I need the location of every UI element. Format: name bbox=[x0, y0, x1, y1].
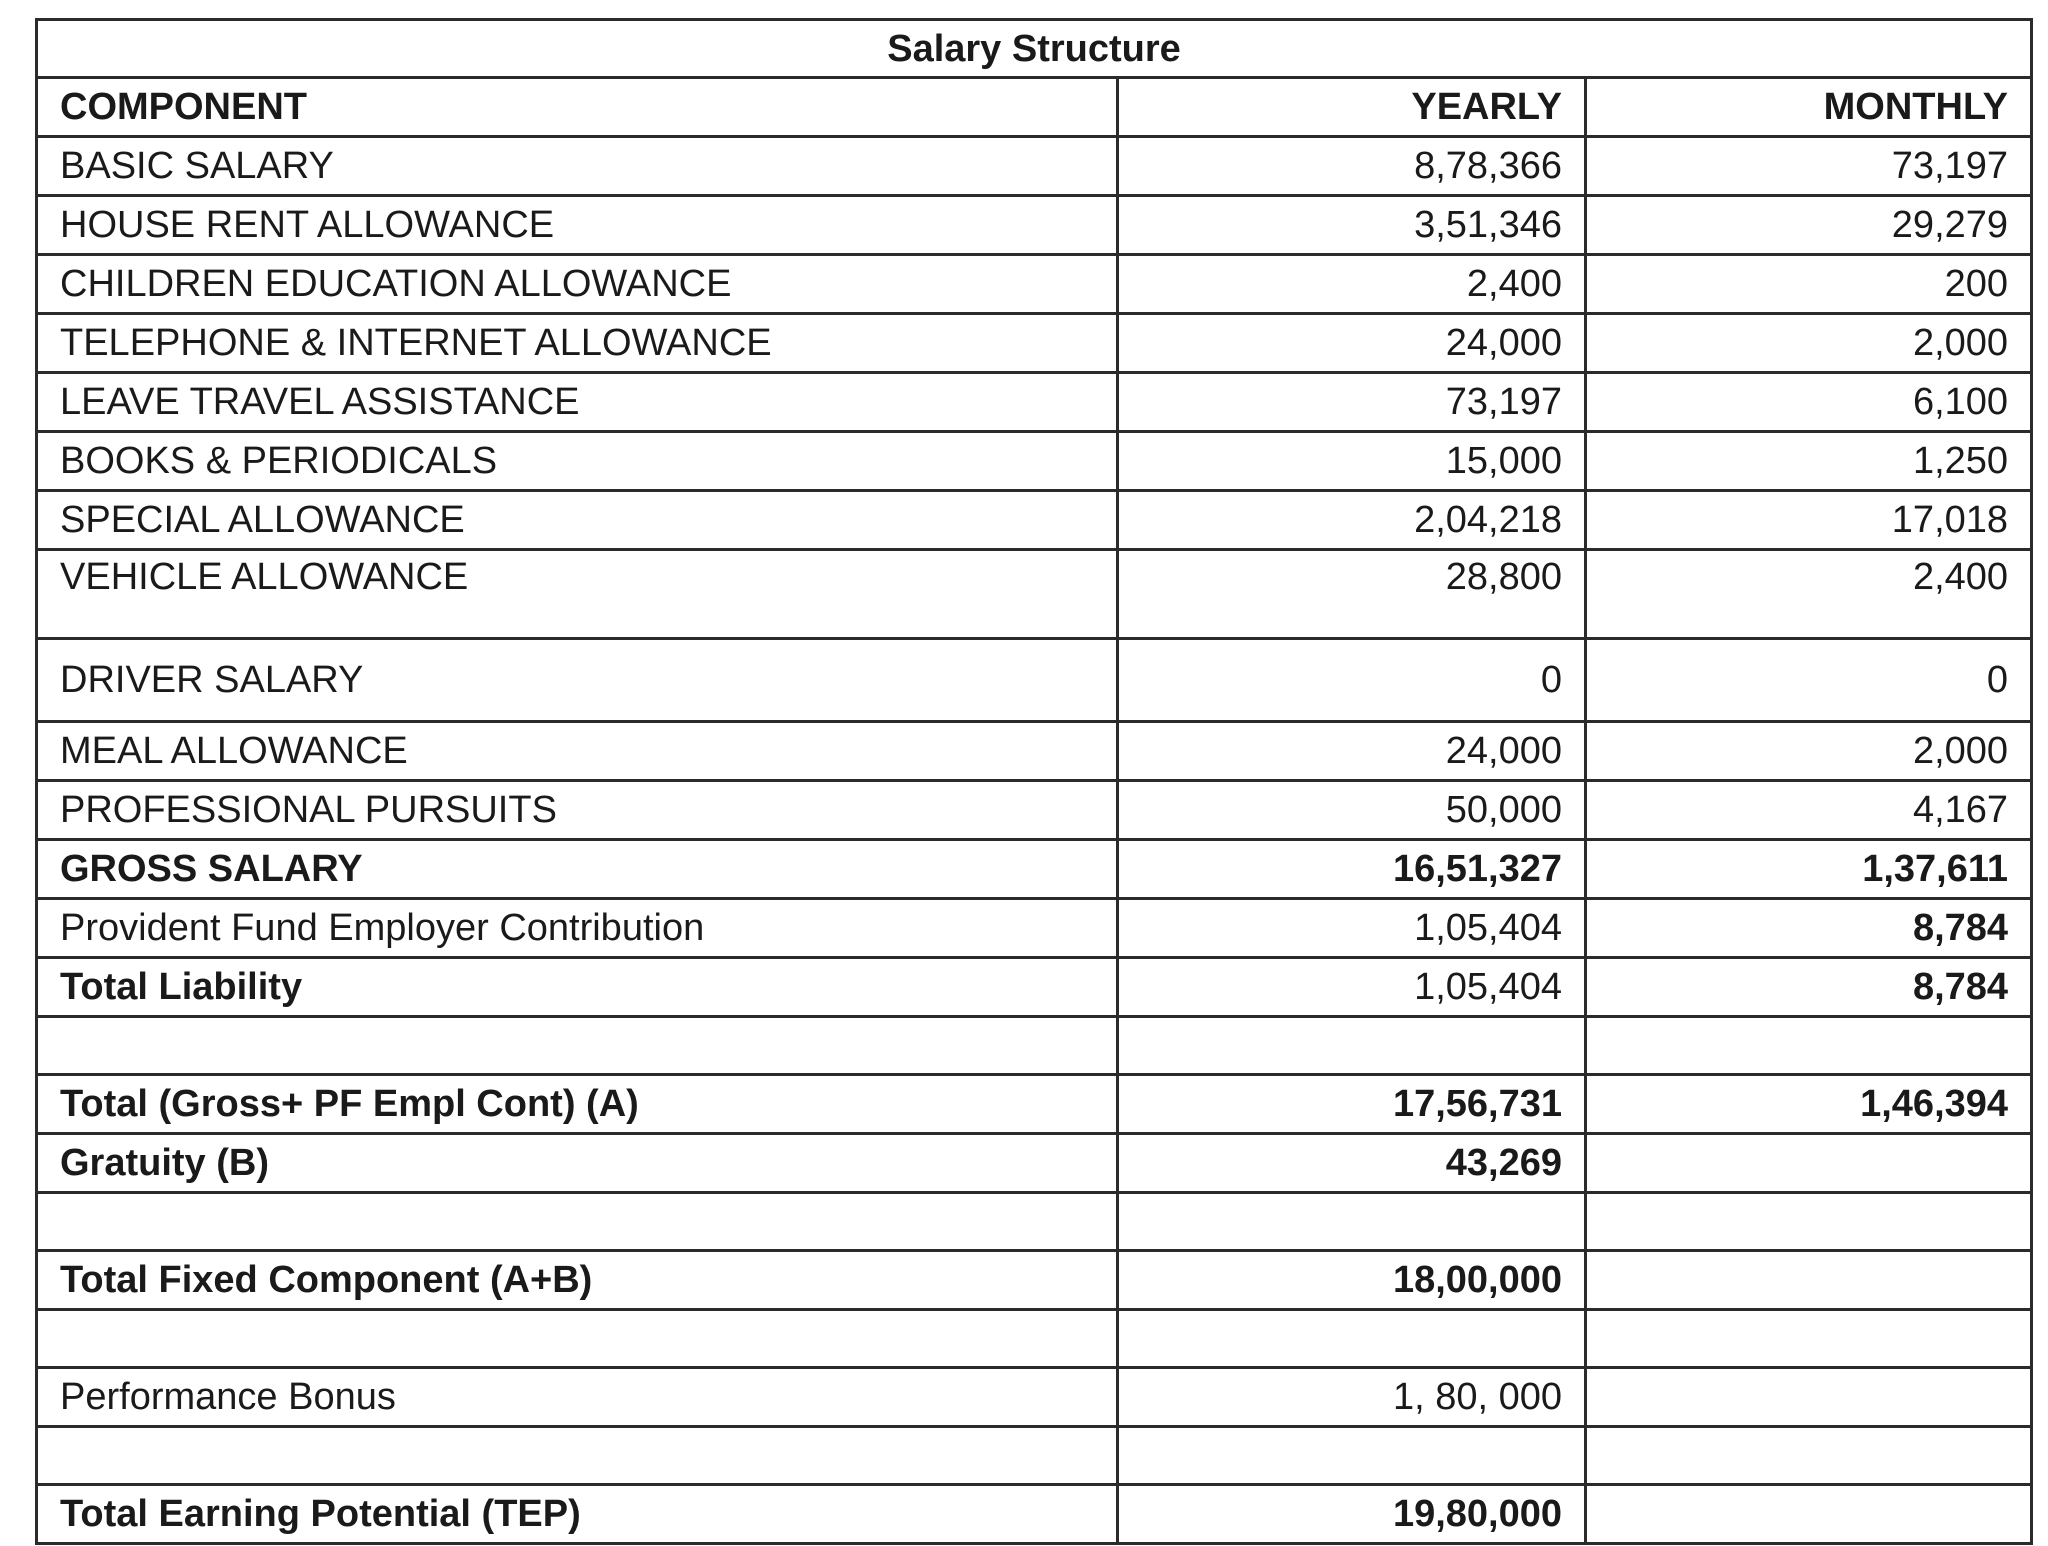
row-monthly bbox=[1586, 1485, 2032, 1544]
table-title: Salary Structure bbox=[37, 20, 2032, 78]
blank-row bbox=[37, 1193, 2032, 1251]
blank-row bbox=[37, 1427, 2032, 1485]
table-row bbox=[37, 432, 2032, 491]
table-row bbox=[37, 373, 2032, 432]
row-monthly: 1,46,394 bbox=[1586, 1075, 2032, 1134]
row-monthly: 6,100 bbox=[1586, 373, 2032, 432]
row-yearly: 8,78,366 bbox=[1118, 137, 1586, 196]
table-row-total-a bbox=[37, 1075, 2032, 1134]
row-monthly: 2,000 bbox=[1586, 314, 2032, 373]
row-yearly: 2,04,218 bbox=[1118, 491, 1586, 550]
row-monthly: 29,279 bbox=[1586, 196, 2032, 255]
row-component: Provident Fund Employer Contribution bbox=[37, 899, 1118, 958]
row-component: Performance Bonus bbox=[37, 1368, 1118, 1427]
row-monthly bbox=[1586, 1251, 2032, 1310]
row-component: CHILDREN EDUCATION ALLOWANCE bbox=[37, 255, 1118, 314]
row-yearly: 18,00,000 bbox=[1118, 1251, 1586, 1310]
row-component: GROSS SALARY bbox=[37, 840, 1118, 899]
row-yearly: 43,269 bbox=[1118, 1134, 1586, 1193]
row-component: HOUSE RENT ALLOWANCE bbox=[37, 196, 1118, 255]
table-row-gross-salary bbox=[37, 840, 2032, 899]
header-yearly: YEARLY bbox=[1118, 78, 1586, 137]
table-row-total-earning-potential bbox=[37, 1485, 2032, 1544]
blank-cell bbox=[1118, 1193, 1586, 1251]
row-yearly: 73,197 bbox=[1118, 373, 1586, 432]
table-row bbox=[37, 314, 2032, 373]
table-row-gratuity bbox=[37, 1134, 2032, 1193]
row-monthly: 1,250 bbox=[1586, 432, 2032, 491]
row-yearly: 1,05,404 bbox=[1118, 958, 1586, 1017]
table-row bbox=[37, 491, 2032, 550]
table-row-pf-employer bbox=[37, 899, 2032, 958]
row-component: TELEPHONE & INTERNET ALLOWANCE bbox=[37, 314, 1118, 373]
row-yearly: 28,800 bbox=[1118, 550, 1586, 639]
salary-structure-table bbox=[35, 18, 2033, 1545]
row-component: PROFESSIONAL PURSUITS bbox=[37, 781, 1118, 840]
row-component: MEAL ALLOWANCE bbox=[37, 722, 1118, 781]
row-component: LEAVE TRAVEL ASSISTANCE bbox=[37, 373, 1118, 432]
row-yearly: 0 bbox=[1118, 639, 1586, 722]
row-component: DRIVER SALARY bbox=[37, 639, 1118, 722]
row-monthly: 73,197 bbox=[1586, 137, 2032, 196]
table-row bbox=[37, 137, 2032, 196]
row-yearly: 24,000 bbox=[1118, 722, 1586, 781]
table-row-total-fixed bbox=[37, 1251, 2032, 1310]
row-monthly: 0 bbox=[1586, 639, 2032, 722]
row-monthly: 17,018 bbox=[1586, 491, 2032, 550]
row-yearly: 2,400 bbox=[1118, 255, 1586, 314]
row-yearly: 15,000 bbox=[1118, 432, 1586, 491]
table-row bbox=[37, 781, 2032, 840]
row-monthly: 4,167 bbox=[1586, 781, 2032, 840]
row-yearly: 1, 80, 000 bbox=[1118, 1368, 1586, 1427]
blank-row bbox=[37, 1017, 2032, 1075]
row-monthly bbox=[1586, 1134, 2032, 1193]
blank-cell bbox=[37, 1017, 1118, 1075]
header-component: COMPONENT bbox=[37, 78, 1118, 137]
row-monthly: 1,37,611 bbox=[1586, 840, 2032, 899]
row-monthly bbox=[1586, 1368, 2032, 1427]
row-component: Total Fixed Component (A+B) bbox=[37, 1251, 1118, 1310]
blank-cell bbox=[1118, 1310, 1586, 1368]
row-yearly: 19,80,000 bbox=[1118, 1485, 1586, 1544]
row-yearly: 1,05,404 bbox=[1118, 899, 1586, 958]
blank-cell bbox=[1586, 1017, 2032, 1075]
row-yearly: 50,000 bbox=[1118, 781, 1586, 840]
row-yearly: 16,51,327 bbox=[1118, 840, 1586, 899]
blank-cell bbox=[1118, 1427, 1586, 1485]
row-component: Total Earning Potential (TEP) bbox=[37, 1485, 1118, 1544]
blank-cell bbox=[1586, 1427, 2032, 1485]
row-yearly: 17,56,731 bbox=[1118, 1075, 1586, 1134]
table-row bbox=[37, 722, 2032, 781]
row-component: Total Liability bbox=[37, 958, 1118, 1017]
table-title-row bbox=[37, 20, 2032, 78]
blank-cell bbox=[37, 1427, 1118, 1485]
blank-cell bbox=[1118, 1017, 1586, 1075]
blank-cell bbox=[1586, 1193, 2032, 1251]
row-component: VEHICLE ALLOWANCE bbox=[37, 550, 1118, 639]
row-component: Gratuity (B) bbox=[37, 1134, 1118, 1193]
blank-cell bbox=[1586, 1310, 2032, 1368]
table-row-total-liability bbox=[37, 958, 2032, 1017]
row-monthly: 2,000 bbox=[1586, 722, 2032, 781]
table-header-row bbox=[37, 78, 2032, 137]
row-monthly: 8,784 bbox=[1586, 899, 2032, 958]
table-row-performance-bonus bbox=[37, 1368, 2032, 1427]
row-component: BOOKS & PERIODICALS bbox=[37, 432, 1118, 491]
table-row bbox=[37, 196, 2032, 255]
row-monthly: 200 bbox=[1586, 255, 2032, 314]
header-monthly: MONTHLY bbox=[1586, 78, 2032, 137]
table-row bbox=[37, 550, 2032, 639]
row-component: BASIC SALARY bbox=[37, 137, 1118, 196]
table-row bbox=[37, 639, 2032, 722]
table-row bbox=[37, 255, 2032, 314]
salary-structure-table-wrap bbox=[35, 18, 2030, 1545]
row-component: SPECIAL ALLOWANCE bbox=[37, 491, 1118, 550]
row-yearly: 24,000 bbox=[1118, 314, 1586, 373]
row-monthly: 2,400 bbox=[1586, 550, 2032, 639]
blank-row bbox=[37, 1310, 2032, 1368]
row-component: Total (Gross+ PF Empl Cont) (A) bbox=[37, 1075, 1118, 1134]
blank-cell bbox=[37, 1193, 1118, 1251]
blank-cell bbox=[37, 1310, 1118, 1368]
row-monthly: 8,784 bbox=[1586, 958, 2032, 1017]
row-yearly: 3,51,346 bbox=[1118, 196, 1586, 255]
